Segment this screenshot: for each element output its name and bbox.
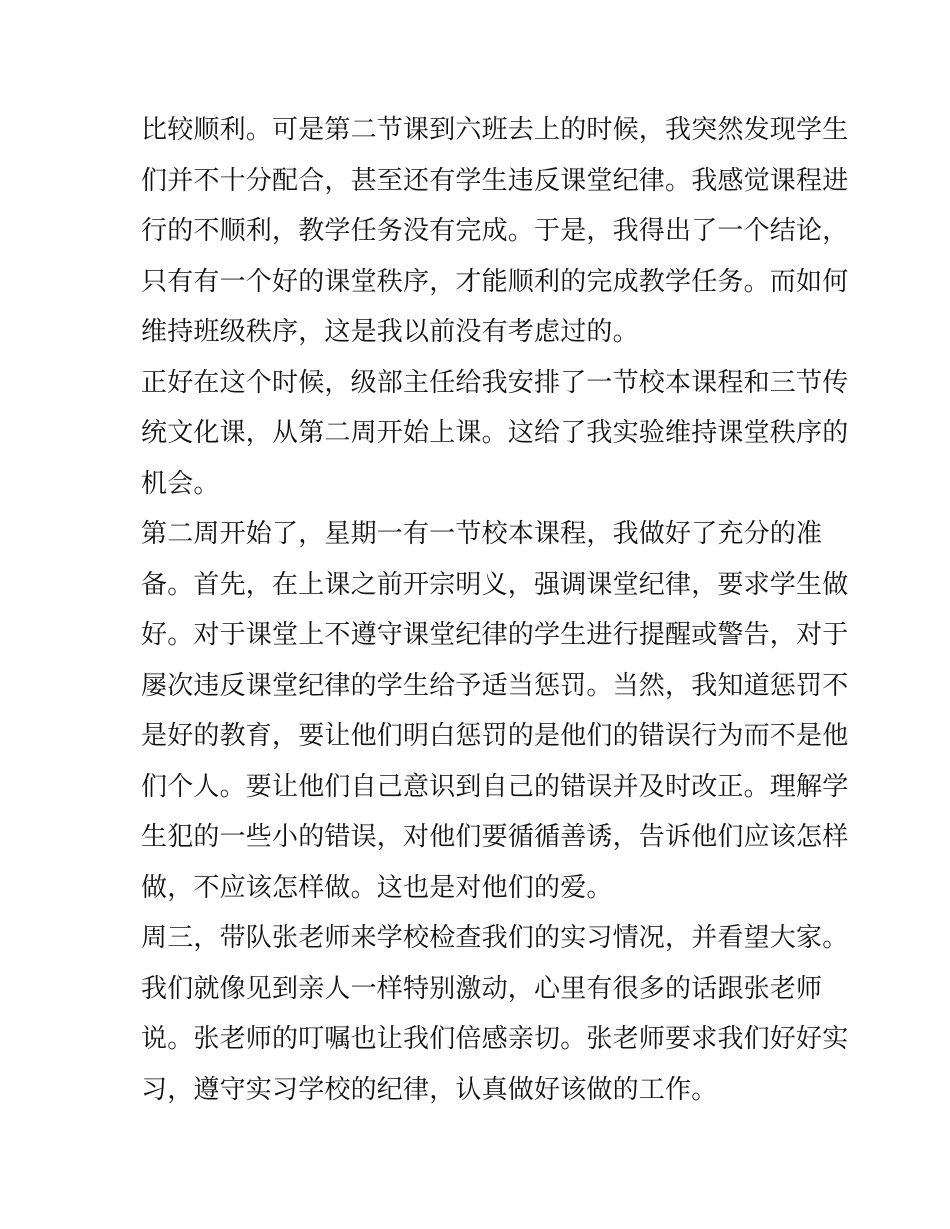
text-line: 第二周开始了，星期一有一节校本课程，我做好了充分的准 bbox=[141, 519, 823, 549]
text-line: 是好的教育，要让他们明白惩罚的是他们的错误行为而不是他 bbox=[141, 721, 849, 751]
text-line: 正好在这个时候，级部主任给我安排了一节校本课程和三节传 bbox=[141, 367, 849, 398]
text-line: 屡次违反课堂纪律的学生给予适当惩罚。当然，我知道惩罚不 bbox=[141, 670, 849, 701]
text-line: 行的不顺利，教学任务没有完成。于是，我得出了一个结论， bbox=[141, 216, 849, 246]
text-line: 只有有一个好的课堂秩序，才能顺利的完成教学任务。而如何 bbox=[141, 266, 849, 297]
text-line: 说。张老师的叮嘱也让我们倍感亲切。张老师要求我们好好实 bbox=[141, 1024, 849, 1054]
text-line: 生犯的一些小的错误，对他们要循循善诱，告诉他们应该怎样 bbox=[141, 822, 849, 852]
text-line: 好。对于课堂上不遵守课堂纪律的学生进行提醒或警告，对于 bbox=[141, 620, 849, 650]
text-line: 我们就像见到亲人一样特别激动，心里有很多的话跟张老师 bbox=[141, 973, 823, 1004]
text-line: 机会。 bbox=[141, 468, 220, 499]
text-line: 备。首先，在上课之前开宗明义，强调课堂纪律，要求学生做 bbox=[141, 569, 849, 600]
text-line: 做，不应该怎样做。这也是对他们的爱。 bbox=[141, 872, 613, 903]
text-line: 比较顺利。可是第二节课到六班去上的时候，我突然发现学生 bbox=[141, 115, 849, 145]
text-line: 们并不十分配合，甚至还有学生违反课堂纪律。我感觉课程进 bbox=[141, 165, 849, 196]
text-line: 们个人。要让他们自己意识到自己的错误并及时改正。理解学 bbox=[141, 771, 849, 802]
text-line: 习，遵守实习学校的纪律，认真做好该做的工作。 bbox=[141, 1074, 718, 1105]
text-line: 维持班级秩序，这是我以前没有考虑过的。 bbox=[141, 317, 639, 347]
document-body bbox=[141, 105, 849, 1115]
text-line: 周三，带队张老师来学校检查我们的实习情况，并看望大家。 bbox=[141, 923, 849, 953]
text-line: 统文化课，从第二周开始上课。这给了我实验维持课堂秩序的 bbox=[141, 418, 849, 448]
